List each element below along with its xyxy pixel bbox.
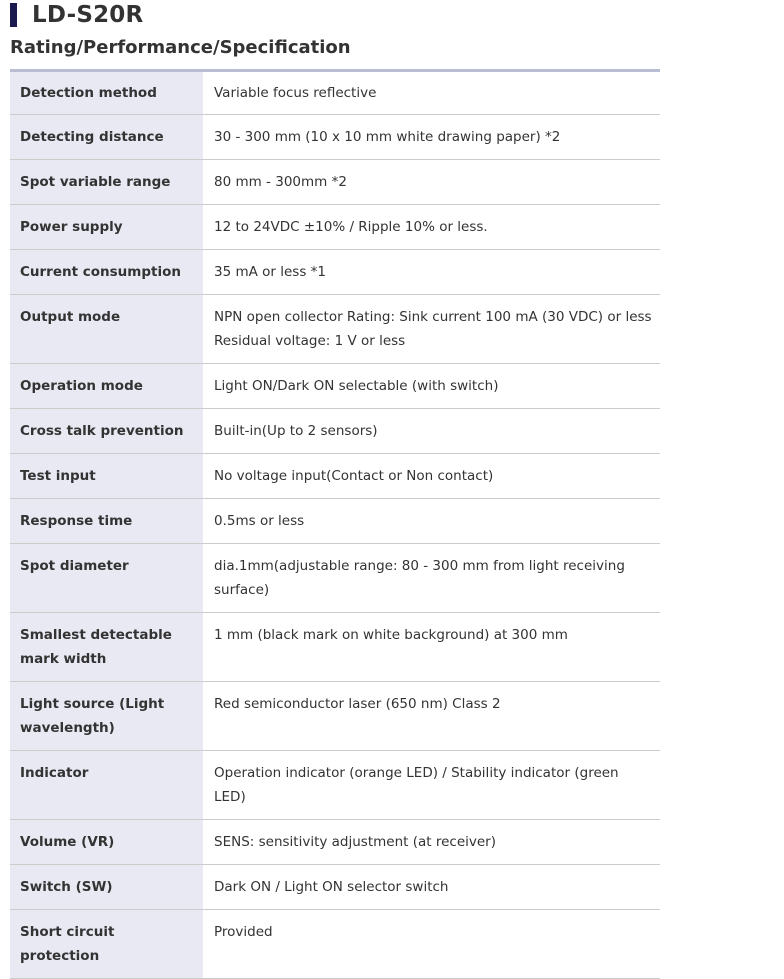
spec-label: Short circuit protection [10,910,203,979]
spec-row-operation-mode [10,364,660,409]
spec-label: Volume (VR) [10,820,203,865]
spec-row-short-circuit-protection [10,910,660,979]
spec-value: Operation indicator (orange LED) / Stability indicator (green LED) [203,751,660,820]
spec-label: Power supply [10,205,203,250]
spec-row-indicator [10,751,660,820]
spec-value: Variable focus reflective [203,71,660,115]
spec-value: 30 - 300 mm (10 x 10 mm white drawing paper) *2 [203,115,660,160]
spec-row-light-source [10,682,660,751]
spec-label: Cross talk prevention [10,409,203,454]
spec-row-test-input [10,454,660,499]
spec-row-detecting-distance [10,115,660,160]
spec-label: Current consumption [10,250,203,295]
spec-value: 80 mm - 300mm *2 [203,160,660,205]
spec-value: Dark ON / Light ON selector switch [203,865,660,910]
spec-label: Smallest detectable mark width [10,613,203,682]
title-marker [10,3,17,27]
spec-row-power-supply [10,205,660,250]
spec-row-switch [10,865,660,910]
spec-row-current-consumption [10,250,660,295]
spec-value: 1 mm (black mark on white background) at 300 mm [203,613,660,682]
spec-label: Test input [10,454,203,499]
spec-row-smallest-mark-width [10,613,660,682]
spec-label: Spot diameter [10,544,203,613]
spec-label: Operation mode [10,364,203,409]
spec-value: Built-in(Up to 2 sensors) [203,409,660,454]
spec-row-detection-method [10,71,660,115]
spec-row-cross-talk-prevention [10,409,660,454]
spec-label: Detection method [10,71,203,115]
spec-value: dia.1mm(adjustable range: 80 - 300 mm from light receiving surface) [203,544,660,613]
spec-value [203,295,660,364]
spec-label: Output mode [10,295,203,364]
spec-row-output-mode [10,295,660,364]
spec-value: 35 mA or less *1 [203,250,660,295]
spec-value: No voltage input(Contact or Non contact) [203,454,660,499]
section-heading: Rating/Performance/Specification [10,37,351,58]
spec-label: Switch (SW) [10,865,203,910]
spec-label: Response time [10,499,203,544]
spec-label: Spot variable range [10,160,203,205]
page-title: LD-S20R [32,2,144,28]
spec-row-spot-variable-range [10,160,660,205]
spec-value: 12 to 24VDC ±10% / Ripple 10% or less. [203,205,660,250]
spec-value: Light ON/Dark ON selectable (with switch) [203,364,660,409]
spec-value: Provided [203,910,660,979]
spec-table [10,69,660,979]
spec-label: Indicator [10,751,203,820]
spec-row-spot-diameter [10,544,660,613]
spec-row-response-time [10,499,660,544]
spec-label: Detecting distance [10,115,203,160]
spec-value: SENS: sensitivity adjustment (at receiver) [203,820,660,865]
spec-value-line: Residual voltage: 1 V or less [214,333,406,349]
page-header [10,1,143,29]
spec-row-volume [10,820,660,865]
spec-value: 0.5ms or less [203,499,660,544]
spec-value-line: NPN open collector Rating: Sink current 100 mA (30 VDC) or less [214,309,652,325]
spec-value: Red semiconductor laser (650 nm) Class 2 [203,682,660,751]
spec-label: Light source (Light wavelength) [10,682,203,751]
